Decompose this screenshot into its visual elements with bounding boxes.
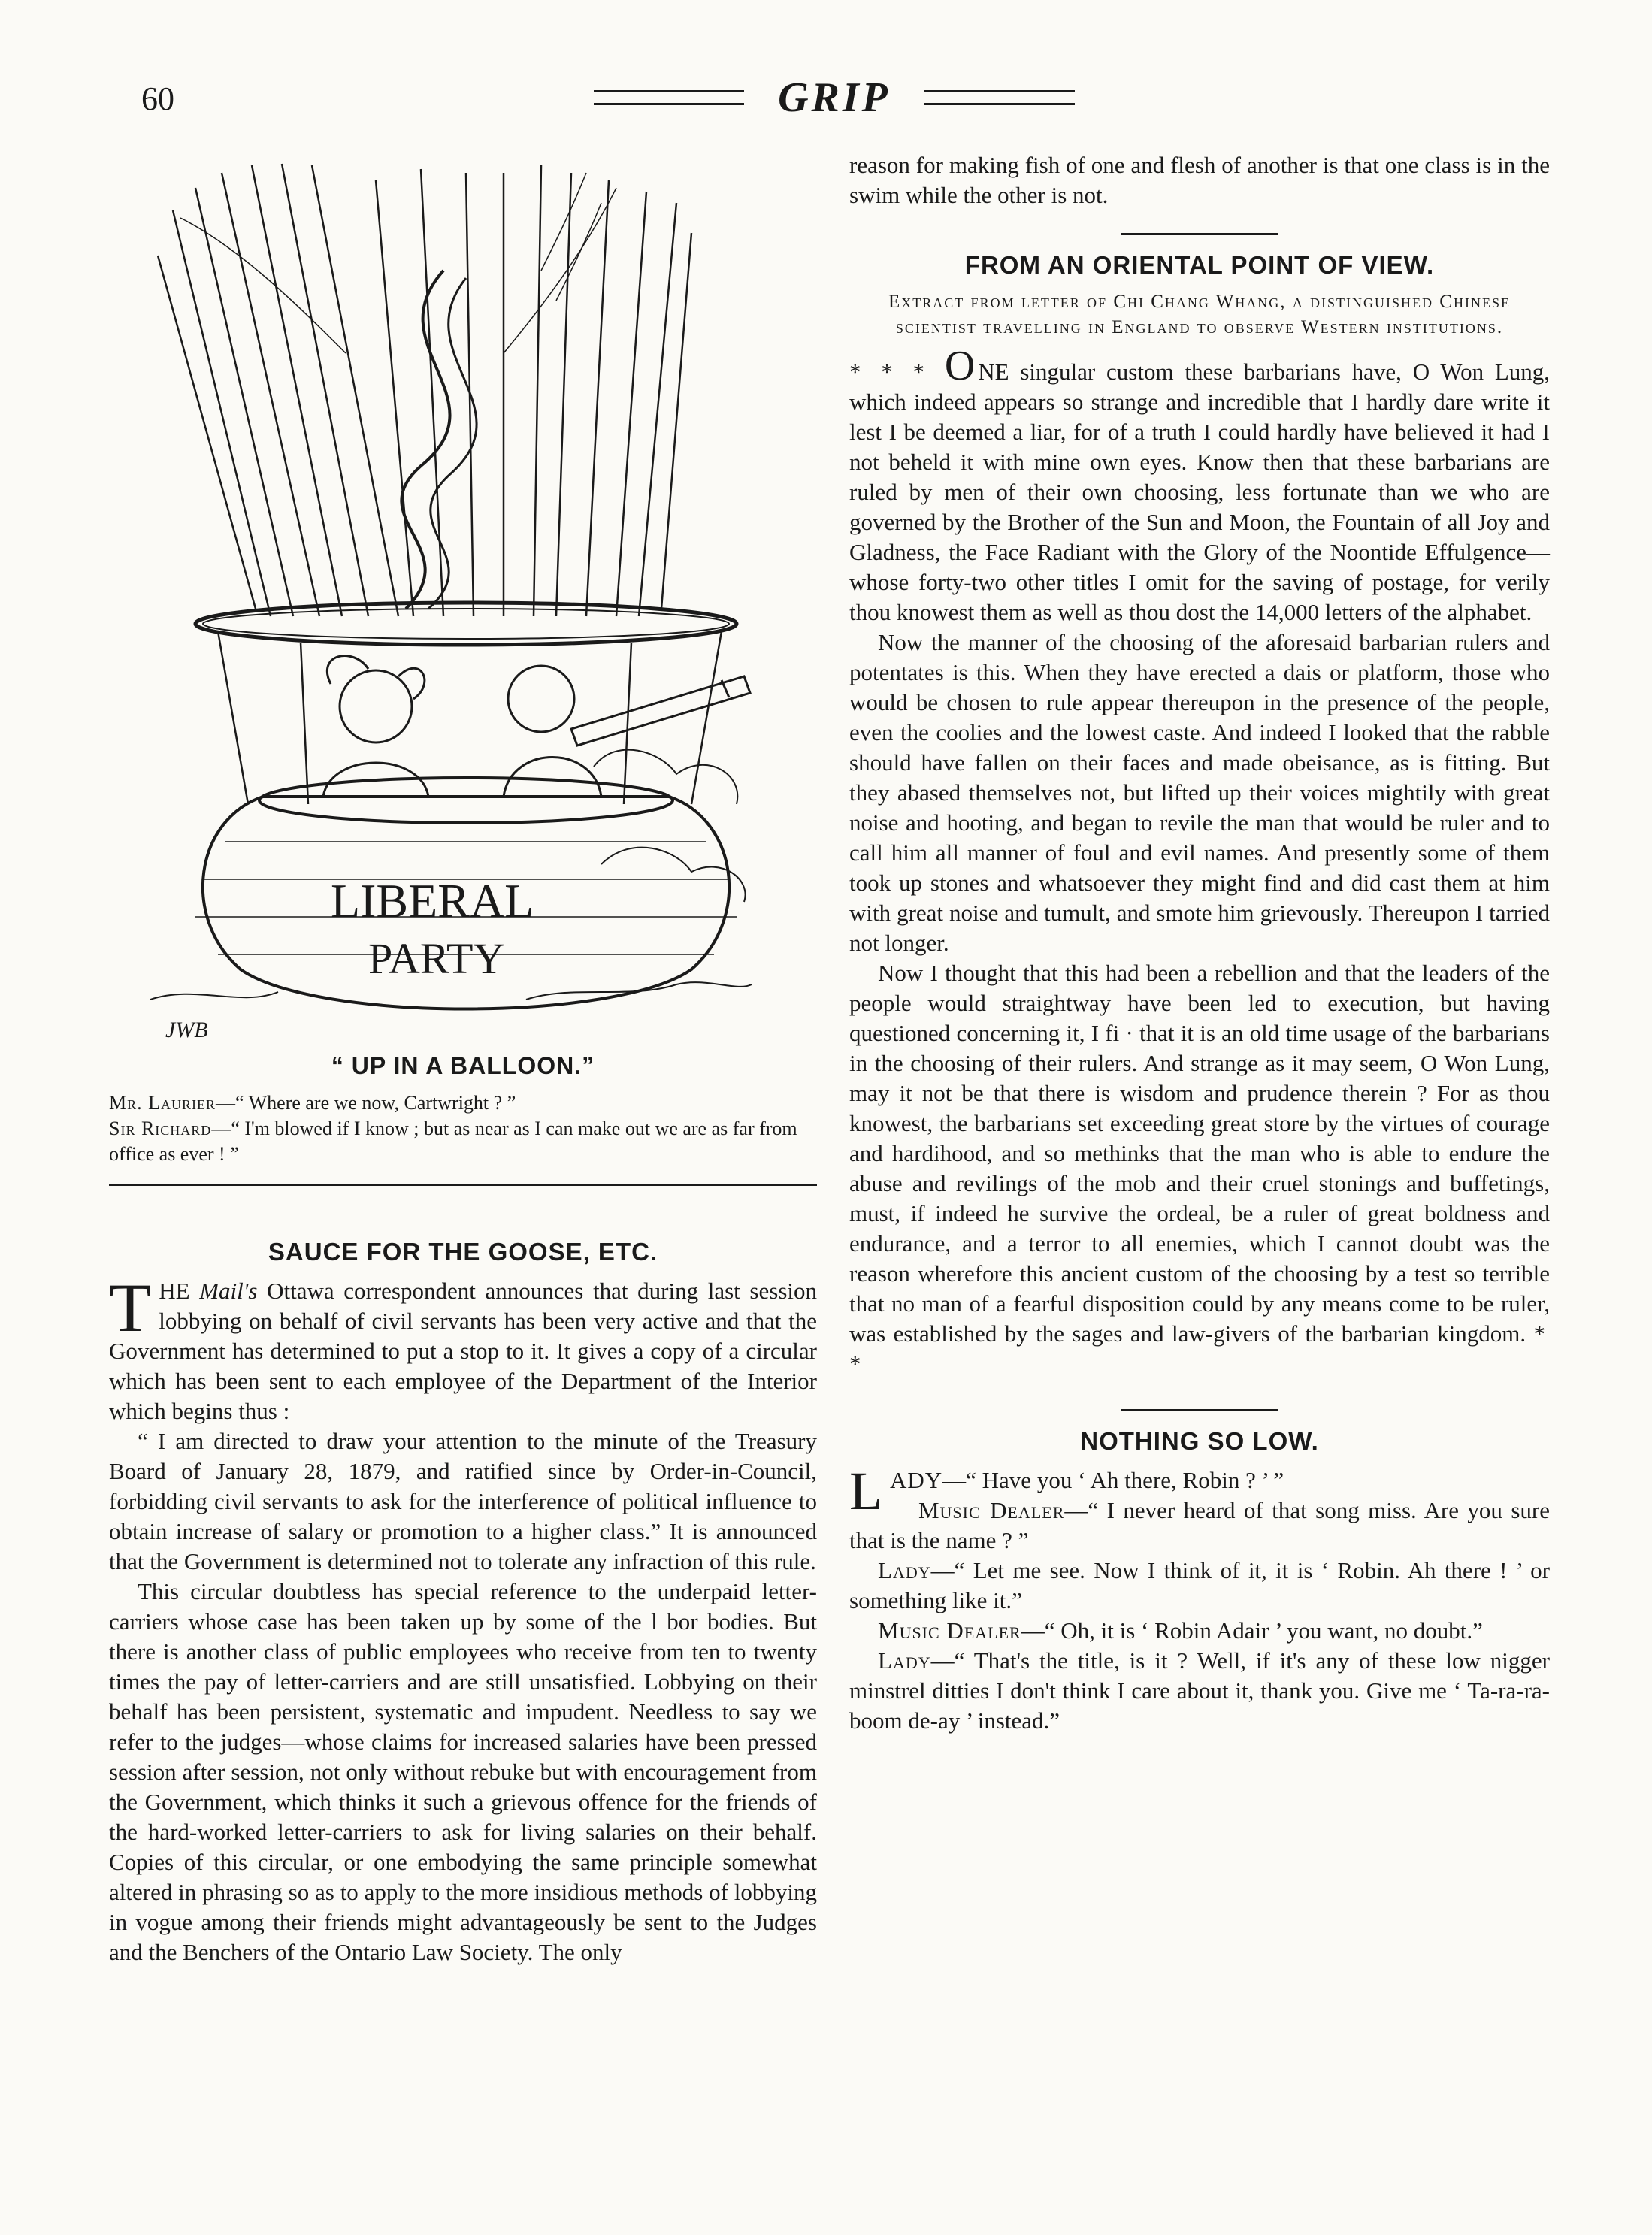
article-sauce <box>109 1225 817 1967</box>
caption-line-richard <box>109 1116 817 1167</box>
divider-2 <box>1121 1409 1278 1411</box>
dialogue-text-5: —“ That's the title, is it ? Well, if it's any of these low nigger minstrel ditties I don't think I care about it, thank you. Give me ‘ Ta-ra-ra-boom de-ay ’ instead.” <box>849 1647 1550 1734</box>
oriental-paragraph-1 <box>849 343 1551 628</box>
sauce-p1-italic: Mail's <box>199 1278 258 1304</box>
speaker-dealer-2: Music Dealer <box>878 1617 1021 1644</box>
dialogue-line-4 <box>849 1616 1550 1646</box>
cartoon-caption <box>109 1052 817 1186</box>
speaker-lady-2: Lady <box>878 1557 931 1583</box>
dialogue-text-1: —“ Have you ‘ Ah there, Robin ? ’ ” <box>942 1467 1284 1493</box>
masthead <box>594 74 1075 122</box>
dialogue-text-3: —“ Let me see. Now I think of it, it is ‘ Robin. Ah there ! ’ or something like it.” <box>849 1557 1550 1613</box>
sauce-p1-rest: Ottawa correspondent announces that during last session lobbying on behalf of civil servants has been very active and that the Government has determined to put a stop to it. It gives a copy of a circular which has been sent to each employee of the Department of the Interior which begins thus : <box>109 1278 817 1424</box>
dialogue-text-2: —“ I never heard of that song miss. Are you sure that is the name ? ” <box>849 1497 1550 1553</box>
nothing-dropcap: L <box>849 1461 882 1521</box>
caption-text-laurier: —“ Where are we now, Cartwright ? ” <box>216 1092 516 1114</box>
basket-label-liberal: LIBERAL <box>331 874 534 927</box>
oriental-end-stars: * * <box>849 1320 1550 1377</box>
speaker-laurier: Mr. Laurier <box>109 1092 216 1114</box>
sauce-paragraph-1 <box>109 1269 817 1426</box>
sauce-paragraph-3: This circular doubtless has special reference to the underpaid letter-carriers whose case has been taken up by some of the l bor bodies. But there is another class of public employees who receive from ten to twenty times the pay of letter-carriers and are still unsatisfied. Lobbying on their behalf has been persistent, systematic and impudent. Needless to say we refer to the judges—whose claims for increased salaries have been pressed session after session, not only without rebuke but with encouragement from the Government, which thinks it such a grievous offence for the friends of the hard-worked letter-carriers to ask for living salaries on their behalf. Copies of this circular, or one embodying the same principle somewhat altered in phrasing so as to apply to the more insidious methods of lobbying in vogue among their friends might advantageously be sent to the Judges and the Benchers of the Ontario Law Society. The only <box>109 1578 817 1965</box>
caption-line-laurier <box>109 1090 817 1116</box>
sauce-continuation: reason for making fish of one and flesh of another is that one class is in the swim while the other is not. <box>849 152 1550 208</box>
masthead-title: GRIP <box>778 74 891 121</box>
oriental-p3-text: Now I thought that this had been a rebellion and that the leaders of the people would straightway have been led to execution, but having questioned concerning it, I fi · that it is an old time usage of the barbarians in the choosing of their rulers. And strange as it may seem, O Won Lung, may it not be that there is wisdom and prudence therein ? For as thou knowest, the barbarians set exceeding great store by the virtues of courage and hardihood, and so methinks that the man who is able to endure the abuse and revilings of the mob and their cruel stonings and buffetings, must, if indeed he survive the ordeal, be a ruler of great boldness and endurance, and a terror to all enemies, which I cannot doubt was the reason wherefore this ancient custom of the choosing by a test so terrible that no man of a fearful disposition could by any means come to be ruler, was established by the sages and law-givers of the barbarian kingdom. <box>849 960 1550 1347</box>
oriental-dropcap: O <box>944 343 976 389</box>
page-header <box>0 74 1652 126</box>
basket-label-party: PARTY <box>368 934 505 983</box>
caption-divider <box>109 1184 817 1186</box>
sauce-title: SAUCE FOR THE GOOSE, ETC. <box>268 1238 658 1266</box>
sauce-p1-start: HE <box>159 1278 200 1304</box>
sauce-dropcap: T <box>109 1269 152 1346</box>
caption-text-richard: —“ I'm blowed if I know ; but as near as I can make out we are as far from office as ever ! ” <box>109 1118 797 1165</box>
page-number: 60 <box>141 80 174 117</box>
nothing-title: NOTHING SO LOW. <box>1080 1427 1319 1455</box>
oriental-paragraph-2: Now the manner of the choosing of the aforesaid barbarian rulers and potentates is this. When they have erected a dais or platform, those who would be chosen to rule appear thereupon in the presence of the people, even the coolies and the lowest caste. And indeed I looked that the rabble should have fallen on their faces and made obeisance, as is fitting. But they abased themselves not, but lifted up their voices mightily with great noise and hooting, and began to revile the man that would be ruler and to call him all manner of foul and evil names. And presently some of them took up stones and whatsoever they might find and did cast them at him with great noise and tumult, and smote him grievously. Thereupon I tarried not longer. <box>849 629 1550 956</box>
oriental-title: FROM AN ORIENTAL POINT OF VIEW. <box>964 251 1435 279</box>
speaker-lady-3: Lady <box>878 1647 931 1674</box>
dialogue-line-5 <box>849 1646 1550 1736</box>
speaker-dealer-1: Music Dealer <box>918 1497 1065 1523</box>
right-column <box>849 150 1550 1736</box>
dialogue-text-4: —“ Oh, it is ‘ Robin Adair ’ you want, no doubt.” <box>1021 1617 1483 1644</box>
balloon-cartoon <box>150 158 782 1045</box>
oriental-subhead: Extract from letter of Chi Chang Whang, a distinguished Chinese scientist travelling in England to observe Western institutions. <box>888 292 1511 337</box>
oriental-p1-rest: NE singular custom these barbarians have, O Won Lung, which indeed appears so strange and incredible that I hardly dare write it lest I be deemed a liar, for of a truth I could hardly have believed it had I not beheld it with mine own eyes. Know then that these barbarians are ruled by men of their own choosing, less fortunate than we who are governed by the Brother of the Sun and Moon, the Fountain of all Joy and Gladness, the Face Radiant with the Glory of the Noontide Effulgence—whose forty-two other titles I omit for the saving of postage, for verily thou knowest them as well as thou dost the 14,000 letters of the alphabet. <box>849 358 1551 625</box>
artist-signature: JWB <box>165 1018 208 1042</box>
dialogue-line-2 <box>849 1496 1550 1556</box>
speaker-richard: Sir Richard <box>109 1118 212 1139</box>
sauce-paragraph-2: “ I am directed to draw your attention to the minute of the Treasury Board of January 28, 1879, and ratified since by Order-in-Council, forbidding civil servants to ask for the interference of political influence to obtain increase of salary or promotion to a higher class.” It is announced that the Government is determined not to tolerate any infraction of this rule. <box>109 1428 817 1574</box>
masthead-rule-left <box>594 90 744 105</box>
oriental-stars: * * * <box>849 358 930 385</box>
masthead-rule-right <box>924 90 1075 105</box>
oriental-paragraph-3 <box>849 958 1550 1379</box>
dialogue-line-3 <box>849 1556 1550 1616</box>
divider-1 <box>1121 233 1278 235</box>
cartoon-caption-title: “ UP IN A BALLOON.” <box>331 1052 595 1079</box>
speaker-lady-1: ADY <box>889 1467 943 1493</box>
